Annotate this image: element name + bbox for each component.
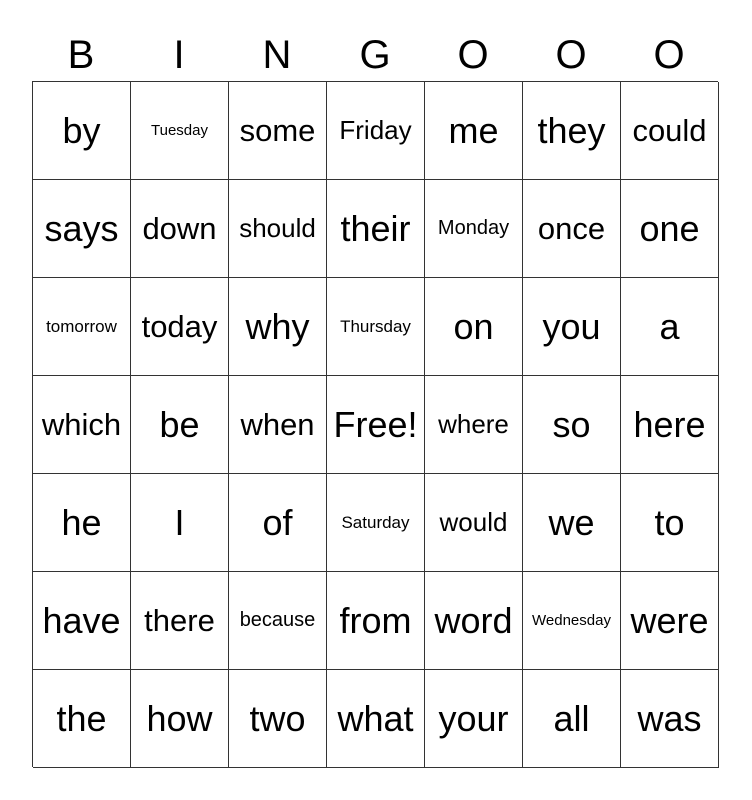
- bingo-cell[interactable]: Saturday: [327, 474, 425, 572]
- bingo-grid: [32, 81, 718, 767]
- header-letter: B: [67, 33, 95, 77]
- bingo-cell[interactable]: two: [229, 670, 327, 768]
- bingo-cell[interactable]: you: [523, 278, 621, 376]
- bingo-header: [32, 30, 718, 80]
- bingo-cell[interactable]: all: [523, 670, 621, 768]
- bingo-cell[interactable]: what: [327, 670, 425, 768]
- bingo-cell[interactable]: from: [327, 572, 425, 670]
- bingo-cell[interactable]: today: [131, 278, 229, 376]
- header-letter: N: [262, 33, 292, 77]
- bingo-cell[interactable]: be: [131, 376, 229, 474]
- bingo-cell[interactable]: we: [523, 474, 621, 572]
- bingo-cell[interactable]: the: [33, 670, 131, 768]
- bingo-cell[interactable]: some: [229, 82, 327, 180]
- bingo-cell[interactable]: should: [229, 180, 327, 278]
- bingo-cell[interactable]: there: [131, 572, 229, 670]
- bingo-cell[interactable]: one: [621, 180, 719, 278]
- bingo-cell[interactable]: Monday: [425, 180, 523, 278]
- bingo-cell[interactable]: your: [425, 670, 523, 768]
- header-letter: I: [173, 33, 185, 77]
- bingo-cell[interactable]: I: [131, 474, 229, 572]
- bingo-cell[interactable]: of: [229, 474, 327, 572]
- bingo-cell[interactable]: would: [425, 474, 523, 572]
- bingo-cell[interactable]: to: [621, 474, 719, 572]
- bingo-cell[interactable]: Friday: [327, 82, 425, 180]
- header-letter: O: [457, 33, 489, 77]
- bingo-cell[interactable]: they: [523, 82, 621, 180]
- bingo-cell[interactable]: Tuesday: [131, 82, 229, 180]
- free-space-cell[interactable]: Free!: [327, 376, 425, 474]
- bingo-cell[interactable]: where: [425, 376, 523, 474]
- bingo-cell[interactable]: Thursday: [327, 278, 425, 376]
- bingo-cell[interactable]: word: [425, 572, 523, 670]
- bingo-cell[interactable]: so: [523, 376, 621, 474]
- bingo-cell[interactable]: was: [621, 670, 719, 768]
- header-letter: O: [653, 33, 685, 77]
- bingo-cell[interactable]: because: [229, 572, 327, 670]
- bingo-cell[interactable]: here: [621, 376, 719, 474]
- bingo-cell[interactable]: tomorrow: [33, 278, 131, 376]
- bingo-cell[interactable]: on: [425, 278, 523, 376]
- bingo-cell[interactable]: says: [33, 180, 131, 278]
- bingo-cell[interactable]: were: [621, 572, 719, 670]
- bingo-cell[interactable]: Wednesday: [523, 572, 621, 670]
- bingo-cell[interactable]: down: [131, 180, 229, 278]
- bingo-cell[interactable]: by: [33, 82, 131, 180]
- header-letter: G: [359, 33, 391, 77]
- bingo-cell[interactable]: which: [33, 376, 131, 474]
- bingo-cell[interactable]: how: [131, 670, 229, 768]
- bingo-cell[interactable]: why: [229, 278, 327, 376]
- bingo-cell[interactable]: he: [33, 474, 131, 572]
- bingo-cell[interactable]: could: [621, 82, 719, 180]
- header-letter: O: [555, 33, 587, 77]
- bingo-cell[interactable]: me: [425, 82, 523, 180]
- bingo-cell[interactable]: have: [33, 572, 131, 670]
- bingo-cell[interactable]: their: [327, 180, 425, 278]
- bingo-cell[interactable]: once: [523, 180, 621, 278]
- bingo-cell[interactable]: a: [621, 278, 719, 376]
- bingo-cell[interactable]: when: [229, 376, 327, 474]
